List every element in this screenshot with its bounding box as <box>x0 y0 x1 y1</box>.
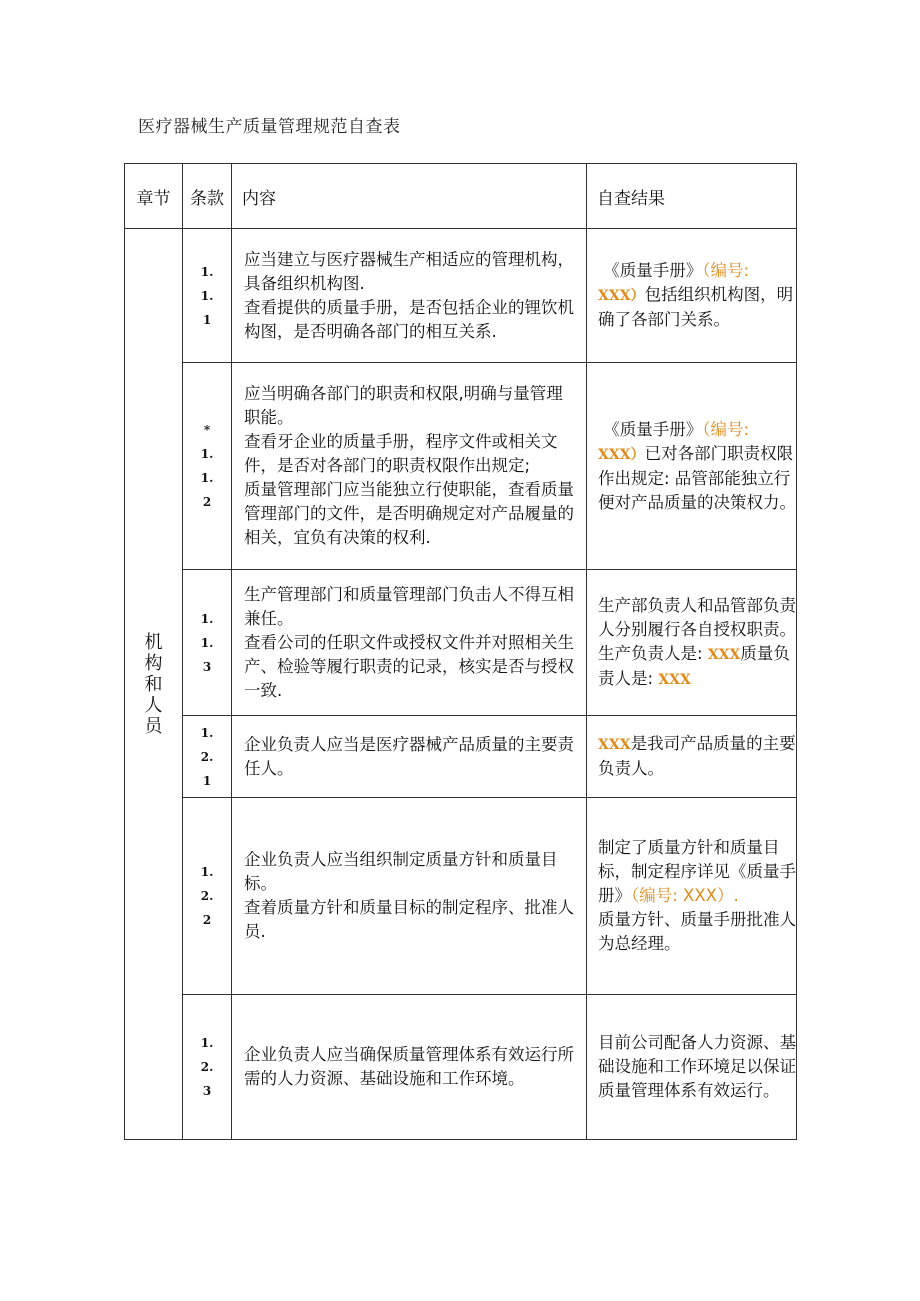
clause-part: 1. <box>200 1036 214 1050</box>
content-paragraph: 企业负责人应当是医疗器械产品质量的主要责任人。 <box>244 734 574 778</box>
content-paragraph: 企业负责人应当确保质量管理体系有效运行所需的人力资源、基础设施和工作环境。 <box>244 1045 574 1088</box>
content-paragraph: 查看牙企业的质量手册，程序文件或相关文件，是否对各部门的职责权限作出规定; <box>244 432 558 475</box>
clause-part: 1. <box>200 264 214 279</box>
clause-part: 2. <box>200 749 214 764</box>
content-cell <box>232 363 587 570</box>
result-highlight: XXX <box>658 671 691 688</box>
content-paragraph: 企业负责人应当组织制定质量方针和质量目标。 <box>244 850 558 893</box>
header-result: 自查结果 <box>587 164 797 229</box>
clause-part: 1. <box>200 447 214 461</box>
result-cell <box>587 363 797 570</box>
table-row <box>125 229 797 363</box>
chapter-cell <box>125 229 183 1140</box>
chapter-label: 机构和人员 <box>144 631 163 737</box>
content-paragraph: 查着质量方针和质量目标的制定程序、批准人员. <box>244 898 574 941</box>
clause-cell <box>183 229 232 363</box>
clause-part: 3 <box>202 659 212 674</box>
result-cell <box>587 570 797 716</box>
content-paragraph: 应当建立与医疗器械生产相适应的管理机构，具备组织机构图. <box>244 249 574 293</box>
result-highlight: XXX） <box>598 446 645 463</box>
result-text: 质量负责人是: <box>598 643 790 688</box>
result-highlight: XXX） <box>598 288 645 304</box>
result-text: 已对各部门职责权限作出规定: 品管部能独立行便对产品质量的决策权力。 <box>598 443 796 512</box>
content-paragraph: 应当明确各部门的职责和权限,明确与量管理职能。 <box>244 384 563 427</box>
clause-part: 1. <box>200 865 214 879</box>
content-paragraph: 生产管理部门和质量管理部门负击人不得互相兼任。 <box>244 584 574 628</box>
clause-part: 2 <box>202 495 212 509</box>
result-highlight: （编号: XXX）. <box>631 886 739 905</box>
clause-cell <box>183 798 232 995</box>
table-row <box>125 570 797 716</box>
table-row <box>125 995 797 1140</box>
header-chapter: 章节 <box>125 164 183 229</box>
clause-part: 1 <box>202 312 212 327</box>
table-row <box>125 798 797 995</box>
content-cell <box>232 229 587 363</box>
clause-part: * <box>203 423 211 437</box>
clause-part: 1. <box>200 288 214 303</box>
result-text: 制定了质量方针和质量目标，制定程序详见《质量手册》 <box>598 838 796 905</box>
result-highlight: （编号: <box>702 261 750 280</box>
result-highlight: （编号: <box>702 419 750 439</box>
clause-cell <box>183 363 232 570</box>
clause-part: 2. <box>200 889 214 903</box>
result-text: 目前公司配备人力资源、基础设施和工作环境足以保证质量管理体系有效运行。 <box>598 1033 796 1100</box>
result-cell <box>587 716 797 798</box>
clause-cell <box>183 570 232 716</box>
content-paragraph: 查看提供的质量手册，是否包括企业的锂饮机构图，是否明确各部门的相互关系. <box>244 297 574 341</box>
clause-part: 1 <box>202 773 212 788</box>
header-row <box>125 164 797 229</box>
clause-cell <box>183 995 232 1140</box>
result-cell <box>587 995 797 1140</box>
result-text: 生产部负责人和品管部负责人分别履行各自授权职责。 <box>598 595 796 639</box>
result-text: 包括组织机构图，明确了各部门关系。 <box>598 285 794 329</box>
table-row <box>125 363 797 570</box>
clause-part: 1. <box>200 725 214 740</box>
clause-cell <box>183 716 232 798</box>
result-text: 《质量手册》 <box>603 261 703 280</box>
content-cell <box>232 995 587 1140</box>
self-inspection-table <box>124 163 797 1140</box>
document-title: 医疗器械生产质量管理规范自查表 <box>138 117 401 137</box>
result-highlight: XXX <box>707 646 741 663</box>
header-content: 内容 <box>232 164 587 229</box>
header-clause: 条款 <box>183 164 232 229</box>
table-row <box>125 716 797 798</box>
content-cell <box>232 798 587 995</box>
result-text: 是我司产品质量的主要负责人。 <box>598 734 796 778</box>
clause-part: 1. <box>200 635 214 650</box>
content-paragraph: 查看公司的任职文件或授权文件并对照相关生产、检验等履行职责的记录，核实是否与授权一致. <box>244 632 574 700</box>
result-text: 《质量手册》 <box>603 419 703 439</box>
content-cell <box>232 570 587 716</box>
clause-part: 1. <box>200 471 214 485</box>
result-cell <box>587 798 797 995</box>
result-cell <box>587 229 797 363</box>
result-text: 生产负责人是: <box>598 643 708 663</box>
clause-part: 3 <box>202 1084 212 1098</box>
result-text: 质量方针、质量手册批准人为总经理。 <box>598 910 796 953</box>
result-highlight: XXX <box>598 737 631 753</box>
content-paragraph: 质量管理部门应当能独立行使职能，查看质量管理部门的文件，是否明确规定对产品履量的相关，宜负有决策的权利. <box>244 480 574 547</box>
content-cell <box>232 716 587 798</box>
clause-part: 1. <box>200 611 214 626</box>
clause-part: 2. <box>200 1060 214 1074</box>
clause-part: 2 <box>202 913 212 927</box>
